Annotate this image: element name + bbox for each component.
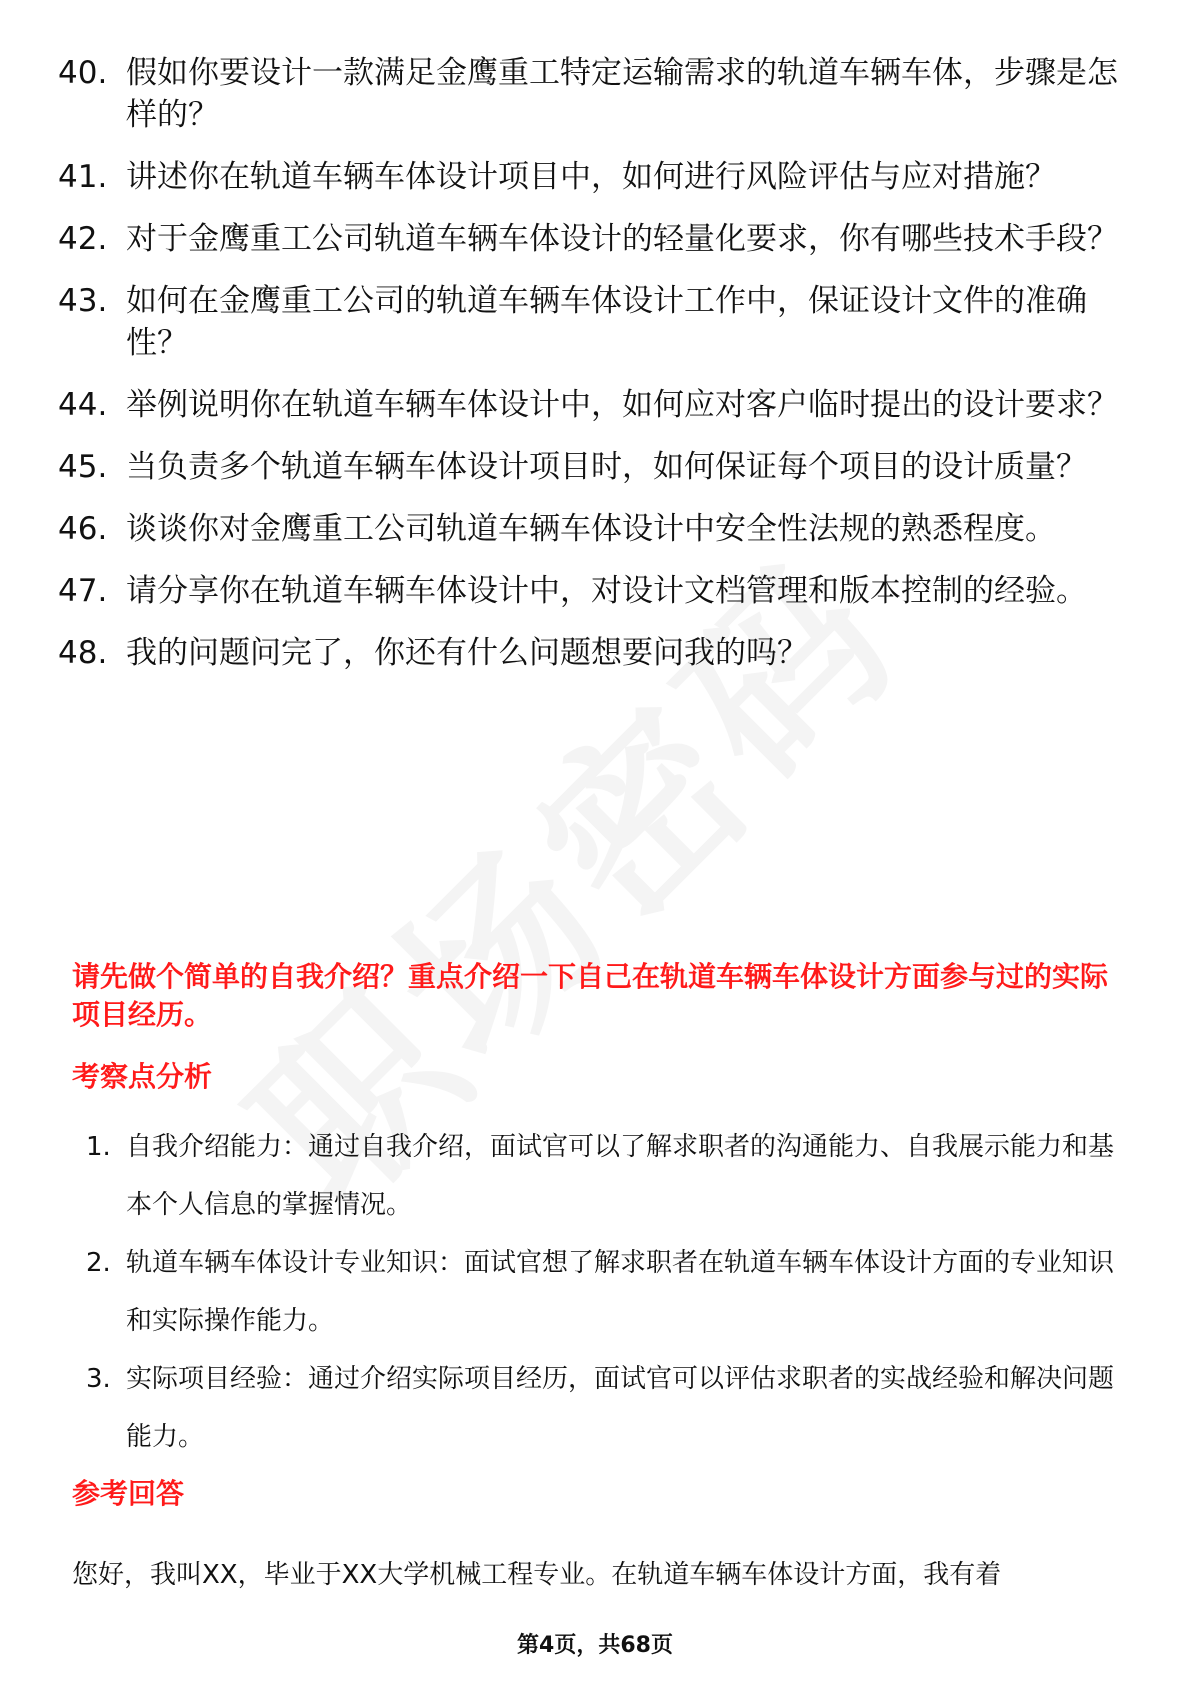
item-number: 42.: [58, 221, 108, 257]
list-item: [58, 218, 1138, 260]
list-item: [86, 1234, 1136, 1350]
list-item: [58, 384, 1138, 426]
item-text: 自我介绍能力：通过自我介绍，面试官可以了解求职者的沟通能力、自我展示能力和基本个人信息的掌握情况。: [126, 1132, 1115, 1220]
item-text: 讲述你在轨道车辆车体设计项目中，如何进行风险评估与应对措施？: [126, 159, 1056, 195]
item-text: 请分享你在轨道车辆车体设计中，对设计文档管理和版本控制的经验。: [126, 573, 1087, 609]
item-text: 谈谈你对金鹰重工公司轨道车辆车体设计中安全性法规的熟悉程度。: [126, 511, 1056, 547]
list-item: [58, 632, 1138, 674]
item-text: 举例说明你在轨道车辆车体设计中，如何应对客户临时提出的设计要求？: [126, 387, 1118, 423]
item-number: 3.: [86, 1364, 111, 1394]
list-item: [58, 508, 1138, 550]
item-text: 轨道车辆车体设计专业知识：面试官想了解求职者在轨道车辆车体设计方面的专业知识和实际操作能力。: [126, 1248, 1115, 1336]
intro-question-heading: 请先做个简单的自我介绍？重点介绍一下自己在轨道车辆车体设计方面参与过的实际项目经历。: [72, 960, 1109, 1031]
question-list: [58, 52, 1138, 694]
item-text: 实际项目经验：通过介绍实际项目经历，面试官可以评估求职者的实战经验和解决问题能力。: [126, 1364, 1115, 1452]
list-item: [58, 52, 1138, 136]
answer-title: 参考回答: [72, 1477, 185, 1510]
item-text: 当负责多个轨道车辆车体设计项目时，如何保证每个项目的设计质量？: [126, 449, 1087, 485]
item-number: 2.: [86, 1248, 111, 1278]
item-number: 41.: [58, 159, 108, 195]
item-number: 45.: [58, 449, 108, 485]
list-item: [58, 570, 1138, 612]
item-number: 48.: [58, 635, 108, 671]
list-item: [58, 156, 1138, 198]
item-number: 46.: [58, 511, 108, 547]
item-number: 1.: [86, 1132, 111, 1162]
item-number: 47.: [58, 573, 108, 609]
item-number: 44.: [58, 387, 108, 423]
list-item: [58, 446, 1138, 488]
item-text: 我的问题问完了，你还有什么问题想要问我的吗？: [126, 635, 808, 671]
list-item: [86, 1118, 1136, 1234]
page-footer: 第4页，共68页: [517, 1633, 673, 1658]
item-text: 对于金鹰重工公司轨道车辆车体设计的轻量化要求，你有哪些技术手段？: [126, 221, 1118, 257]
analysis-list: [86, 1118, 1136, 1466]
item-number: 43.: [58, 283, 108, 319]
answer-paragraph: 您好，我叫XX，毕业于XX大学机械工程专业。在轨道车辆车体设计方面，我有着: [72, 1560, 1002, 1590]
item-text: 假如你要设计一款满足金鹰重工特定运输需求的轨道车辆车体，步骤是怎样的？: [126, 55, 1118, 133]
item-number: 40.: [58, 55, 108, 91]
analysis-title: 考察点分析: [72, 1060, 213, 1093]
list-item: [86, 1350, 1136, 1466]
list-item: [58, 280, 1138, 364]
item-text: 如何在金鹰重工公司的轨道车辆车体设计工作中，保证设计文件的准确性？: [126, 283, 1087, 361]
